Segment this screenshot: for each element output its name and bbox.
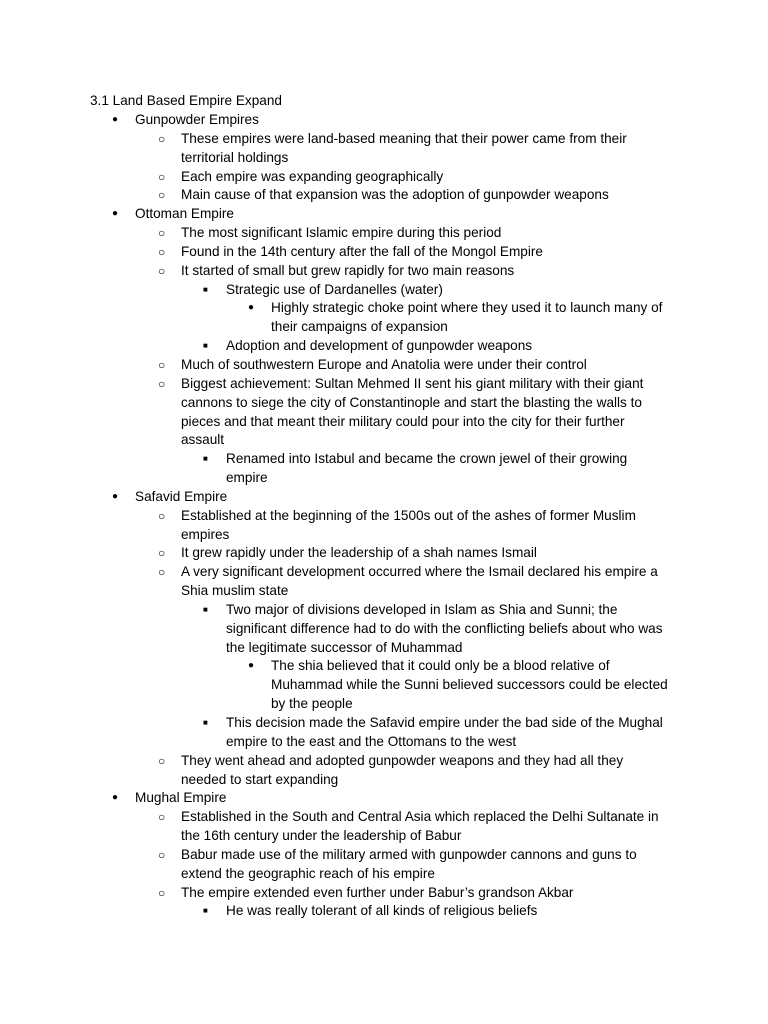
list-item-text: Much of southwestern Europe and Anatolia were under their control (181, 356, 587, 372)
document-title: 3.1 Land Based Empire Expand (90, 93, 282, 108)
list-item-text: Two major of divisions developed in Islam as Shia and Sunni; the (226, 601, 618, 617)
list-item (0, 450, 768, 469)
bullet-icon: ○ (158, 188, 166, 203)
list-item (0, 563, 768, 582)
list-item (0, 262, 768, 281)
list-item (0, 808, 768, 827)
list-item-text: territorial holdings (181, 149, 289, 165)
list-item-text: Main cause of that expansion was the adoption of gunpowder weapons (181, 187, 609, 203)
list-item-text: Babur made use of the military armed with gunpowder cannons and guns to (181, 846, 637, 862)
list-item-text: Muhammad while the Sunni believed successors could be elected (271, 677, 668, 693)
list-item-continuation (0, 865, 768, 884)
bullet-icon: ○ (158, 357, 166, 372)
list-item-text: Shia muslim state (181, 583, 289, 599)
list-item (0, 356, 768, 375)
list-item-text: empire (226, 470, 268, 486)
list-item-text: their campaigns of expansion (271, 319, 448, 335)
outline-list (0, 111, 768, 921)
list-item-continuation (0, 431, 768, 450)
list-item (0, 601, 768, 620)
list-item (0, 243, 768, 262)
bullet-icon: ○ (158, 508, 166, 523)
list-item-text: He was really tolerant of all kinds of religious beliefs (226, 903, 538, 919)
bullet-icon: ■ (203, 284, 208, 294)
list-item-continuation (0, 469, 768, 488)
list-item-text: the 16th century under the leadership of Babur (181, 828, 462, 844)
list-item-continuation (0, 582, 768, 601)
list-item (0, 205, 768, 224)
bullet-icon: ● (112, 208, 119, 220)
list-item (0, 789, 768, 808)
list-item-text: Ottoman Empire (135, 206, 234, 222)
list-item-continuation (0, 639, 768, 658)
list-item-continuation (0, 149, 768, 168)
list-item-text: empires (181, 526, 230, 542)
list-item (0, 111, 768, 130)
list-item-continuation (0, 526, 768, 545)
list-item-text: A very significant development occurred where the Ismail declared his empire a (181, 564, 658, 580)
list-item-continuation (0, 318, 768, 337)
list-item-text: Gunpowder Empires (135, 112, 259, 127)
list-item-text: the legitimate successor of Muhammad (226, 639, 463, 655)
list-item-text: Adoption and development of gunpowder weapons (226, 338, 533, 354)
list-item-continuation (0, 733, 768, 752)
list-item-text: These empires were land-based meaning that their power came from their (181, 130, 627, 146)
bullet-icon: ○ (158, 226, 166, 241)
list-item (0, 130, 768, 149)
list-item (0, 884, 768, 903)
list-item-text: Found in the 14th century after the fall of the Mongol Empire (181, 243, 543, 259)
list-item-text: pieces and that meant their military could pour into the city for their further (181, 413, 625, 429)
list-item-continuation (0, 394, 768, 413)
bullet-icon: ○ (158, 169, 166, 184)
list-item-text: needed to start expanding (181, 771, 339, 787)
list-item (0, 752, 768, 771)
list-item-continuation (0, 827, 768, 846)
bullet-icon: ● (248, 660, 255, 672)
list-item-text: cannons to siege the city of Constantinople and start the blasting the walls to (181, 394, 642, 410)
list-item (0, 902, 768, 921)
list-item (0, 846, 768, 865)
list-item-text: empire to the east and the Ottomans to the west (226, 733, 517, 749)
bullet-icon: ■ (203, 604, 208, 614)
list-item-text: It grew rapidly under the leadership of a shah names Ismail (181, 545, 537, 561)
list-item (0, 507, 768, 526)
bullet-icon: ● (112, 114, 119, 125)
list-item-continuation (0, 413, 768, 432)
list-item-text: Safavid Empire (135, 488, 228, 504)
bullet-icon: ○ (158, 131, 166, 146)
bullet-icon: ○ (158, 546, 166, 561)
list-item (0, 375, 768, 394)
bullet-icon: ○ (158, 810, 166, 825)
list-item-text: by the people (271, 696, 353, 712)
list-item (0, 544, 768, 563)
bullet-icon: ● (112, 490, 119, 502)
bullet-icon: ○ (158, 753, 166, 768)
list-item (0, 224, 768, 243)
list-item (0, 714, 768, 733)
bullet-icon: ○ (158, 244, 166, 259)
list-item-text: Established at the beginning of the 1500s out of the ashes of former Muslim (181, 507, 636, 523)
list-item-continuation (0, 695, 768, 714)
bullet-icon: ■ (203, 454, 208, 464)
list-item-text: extend the geographic reach of his empire (181, 865, 435, 881)
bullet-icon: ○ (158, 263, 166, 278)
bullet-icon: ● (248, 302, 255, 314)
list-item-text: It started of small but grew rapidly for two main reasons (181, 262, 515, 278)
list-item-text: Each empire was expanding geographically (181, 168, 444, 184)
list-item (0, 337, 768, 356)
list-item-text: The empire extended even further under Babur’s grandson Akbar (181, 884, 574, 900)
list-item-text: Established in the South and Central Asia which replaced the Delhi Sultanate in (181, 809, 659, 825)
list-item (0, 657, 768, 676)
list-item-text: Highly strategic choke point where they used it to launch many of (271, 300, 663, 316)
list-item (0, 299, 768, 318)
list-item (0, 186, 768, 205)
list-item-continuation (0, 676, 768, 695)
list-item-text: Renamed into Istabul and became the crown jewel of their growing (226, 451, 628, 467)
list-item-text: They went ahead and adopted gunpowder weapons and they had all they (181, 752, 624, 768)
list-item (0, 168, 768, 187)
list-item-text: significant difference had to do with the conflicting beliefs about who was (226, 620, 663, 636)
bullet-icon: ■ (203, 906, 208, 916)
bullet-icon: ○ (158, 565, 166, 580)
list-item-continuation (0, 620, 768, 639)
list-item-text: This decision made the Safavid empire under the bad side of the Mughal (226, 715, 663, 730)
list-item (0, 281, 768, 300)
bullet-icon: ○ (158, 376, 166, 391)
bullet-icon: ■ (203, 718, 208, 727)
list-item-continuation (0, 771, 768, 790)
list-item-text: assault (181, 432, 225, 448)
list-item-text: The most significant Islamic empire during this period (181, 225, 502, 241)
list-item-text: Mughal Empire (135, 790, 227, 806)
bullet-icon: ■ (203, 341, 208, 351)
bullet-icon: ● (112, 792, 119, 804)
list-item-text: Strategic use of Dardanelles (water) (226, 281, 443, 297)
list-item (0, 488, 768, 507)
list-item-text: The shia believed that it could only be a blood relative of (271, 658, 610, 674)
bullet-icon: ○ (158, 885, 166, 900)
bullet-icon: ○ (158, 847, 166, 862)
list-item-text: Biggest achievement: Sultan Mehmed II sent his giant military with their giant (181, 375, 644, 391)
